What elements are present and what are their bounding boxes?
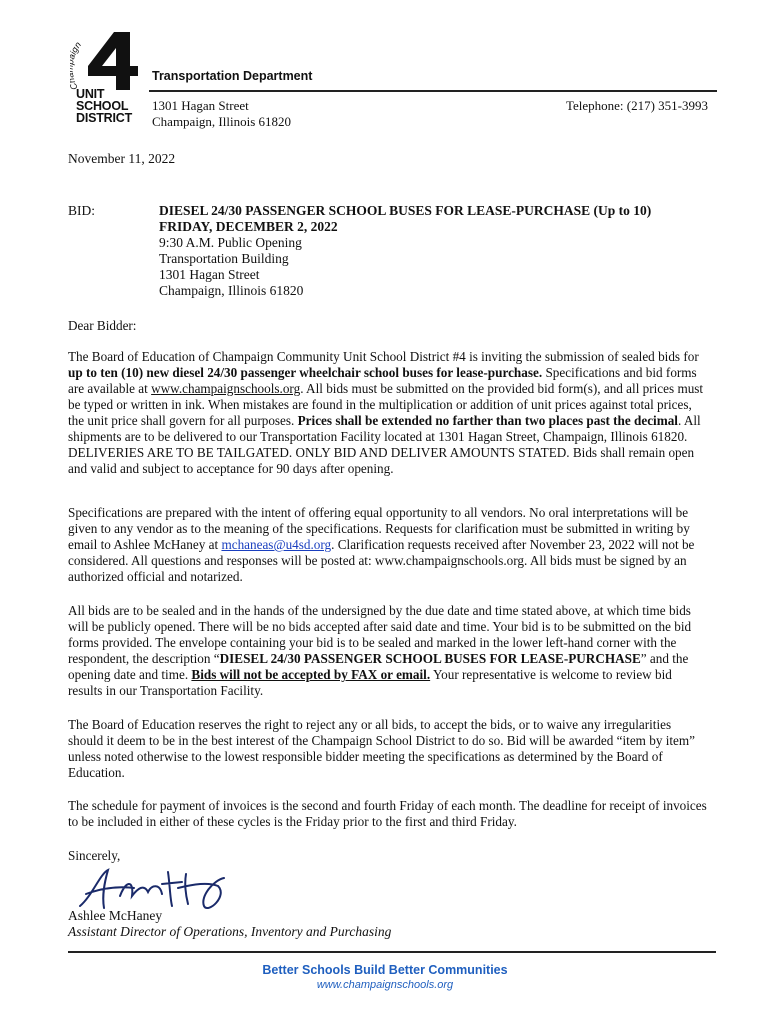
bid-location: Transportation Building (159, 251, 289, 266)
svg-text:Champaign (70, 40, 83, 92)
paragraph-bid-invitation: The Board of Education of Champaign Community Unit School District #4 is inviting the submission of sealed bids for up to ten (10) new diesel 24/30 passenger wheelchair school buses for lease-purchase. Specifications and bid forms are available at www.champaignschools.org. All bids must be submitted on the provided bid form(s), and all prices must be typed or written in ink. When mistakes are found in the multiplication or addition of unit prices against total prices, the unit price shall govern for all purposes. Prices shall be extended no farther than two places past the decimal. All shipments are to be delivered to our Transportation Facility located at 1301 Hagan Street, Champaign, Illinois 61820. DELIVERIES ARE TO BE TAILGATED. ONLY BID AND DELIVER AMOUNTS STATED. Bids shall remain open and valid and subject to acceptance for 90 days after opening. (68, 349, 704, 476)
address-line-1: 1301 Hagan Street (152, 98, 249, 113)
bid-city: Champaign, Illinois 61820 (159, 283, 304, 298)
logo-district-text: UNIT SCHOOL DISTRICT (76, 87, 133, 125)
address-line-2: Champaign, Illinois 61820 (152, 114, 292, 129)
department-title: Transportation Department (152, 69, 313, 83)
signer-block (68, 908, 391, 940)
paragraph-specifications: Specifications are prepared with the intent of offering equal opportunity to all vendors. No oral interpretations will be given to any vendor as to the meaning of the specifications. Requests for clarification must be submitted in writing by email to Ashlee McHaney at mchaneas@u4sd.org. Clarification requests received after November 23, 2022 will not be considered. All questions and responses will be posted at: www.champaignschools.org. All bids must be signed by an authorized official and notarized. (68, 505, 695, 584)
paragraph-invoice-schedule: The schedule for payment of invoices is the second and fourth Friday of each month. The deadline for receipt of invoices to be included in either of these cycles is the Friday prior to the first and third Friday. (68, 798, 707, 829)
bid-label: BID: (68, 203, 95, 218)
signer-title: Assistant Director of Operations, Inventory and Purchasing (68, 924, 392, 939)
website-link[interactable]: www.champaignschools.org (151, 381, 301, 396)
footer-divider (68, 951, 716, 953)
footer-tagline: Better Schools Build Better Communities (262, 963, 508, 977)
bid-date: FRIDAY, DECEMBER 2, 2022 (159, 219, 338, 234)
bid-details (159, 203, 651, 299)
letter-date: November 11, 2022 (68, 151, 176, 166)
closing: Sincerely, (68, 848, 121, 863)
district-logo (70, 28, 150, 132)
bid-opening-time: 9:30 A.M. Public Opening (159, 235, 302, 250)
footer-website[interactable]: www.champaignschools.org (316, 979, 454, 991)
salutation: Dear Bidder: (68, 318, 137, 333)
header-phone: Telephone: (217) 351-3993 (565, 98, 708, 113)
logo-mark (70, 28, 150, 92)
email-link[interactable]: mchaneas@u4sd.org (221, 537, 332, 552)
bid-street: 1301 Hagan Street (159, 267, 260, 282)
logo-city-arc: gn (70, 39, 84, 55)
bid-title: DIESEL 24/30 PASSENGER SCHOOL BUSES FOR LEASE-PURCHASE (Up to 10) (159, 203, 652, 218)
header-address (152, 98, 291, 130)
paragraph-board-rights: The Board of Education reserves the right to reject any or all bids, to accept the bids, or to waive any irregularities should it deem to be in the best interest of the Champaign School District to do so. Bid will be awarded “item by item” unless noted otherwise to the lowest responsible bidder meeting the specifications as determined by the Board of Education. (68, 717, 696, 780)
paragraph-sealed-bids: All bids are to be sealed and in the hands of the undersigned by the due date and time stated above, at which time bids will be publicly opened. There will be no bids accepted after said date and time. Your bid is to be submitted on the bid forms provided. The envelope containing your bid is to be sealed and marked in the lower left-hand corner with the respondent, the description “DIESEL 24/30 PASSENGER SCHOOL BUSES FOR LEASE-PURCHASE” and the opening date and time. Bids will not be accepted by FAX or email. Your representative is welcome to review bid results in our Transportation Facility. (68, 603, 692, 698)
header-divider (149, 90, 717, 92)
signer-name: Ashlee McHaney (68, 908, 163, 923)
